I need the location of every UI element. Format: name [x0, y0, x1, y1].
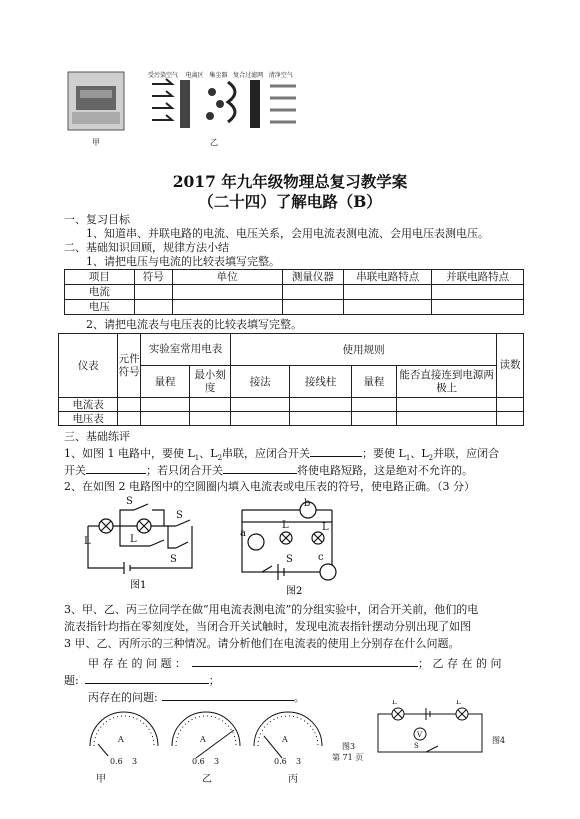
table-cell: 电压表	[59, 412, 118, 426]
table-header: 项目	[65, 270, 135, 285]
meter-caption-jia: 甲	[96, 774, 106, 785]
circuit-figure-1	[80, 496, 210, 592]
q1-text: 、L	[199, 447, 218, 460]
section-heading: 一、复习目标	[64, 213, 130, 226]
figure-caption-yi: 乙	[210, 138, 218, 147]
fig2-label-s: S	[286, 554, 293, 565]
fig1-label-s2: S	[170, 554, 177, 565]
section-heading: 二、基础知识回顾，规律方法小结	[64, 241, 229, 254]
fig1-label-l1: L	[84, 536, 91, 547]
table-cell: 电流	[65, 285, 135, 300]
table-header: 最小刻度	[190, 366, 231, 398]
meter-terminal: 0.6	[192, 757, 205, 766]
table-cell-blank[interactable]	[282, 300, 344, 315]
answer-blank[interactable]	[310, 446, 362, 457]
q3-label: 甲 存 在 的 问 题 ：	[88, 657, 186, 670]
fig1-label-s3: S	[176, 510, 183, 521]
table-cell-blank[interactable]	[172, 285, 282, 300]
table-cell-blank[interactable]	[344, 300, 432, 315]
q1-text: ；若只闭合开关	[146, 464, 223, 477]
question-3-line-1: 3、甲、乙、丙三位同学在做“用电流表测电流”的分组实验中，闭合开关前，他们的电	[64, 603, 479, 616]
table-row	[59, 398, 524, 412]
fig4-label-l2: L	[456, 700, 461, 706]
table-header: 接线柱	[290, 366, 351, 398]
fig2-label-l1: L	[282, 520, 289, 531]
table-header: 能否直接连到电源两极上	[396, 366, 496, 398]
fig2-label-l2: L	[322, 522, 329, 533]
table-header: 仪表	[59, 334, 118, 398]
table-cell-blank[interactable]	[140, 398, 189, 412]
filter-label: 受污染空气	[148, 72, 179, 79]
table-cell-blank[interactable]	[351, 398, 396, 412]
section-item: 1、请把电压与电流的比较表填写完整。	[86, 255, 280, 268]
filter-labels	[148, 70, 293, 79]
meter-unit: A	[282, 735, 288, 744]
filter-label: 集尘器	[209, 72, 228, 79]
circuit-figure-4	[374, 700, 494, 760]
meter-unit: A	[200, 735, 206, 744]
q1-text: ；要使 L	[362, 447, 406, 460]
question-3-answer-row-1	[88, 656, 501, 671]
figure-2-caption: 图2	[286, 586, 303, 597]
table-cell-blank[interactable]	[231, 412, 290, 426]
circuit-figure-2	[238, 498, 348, 598]
table-header: 符号	[134, 270, 172, 285]
meter-terminal: 0.6	[274, 757, 287, 766]
question-3-answer-row-2	[64, 673, 220, 688]
table-cell-blank[interactable]	[134, 285, 172, 300]
figure-4-caption: 图4	[492, 736, 506, 745]
table-cell-blank[interactable]	[231, 398, 290, 412]
table-header: 串联电路特点	[344, 270, 432, 285]
question-3-line-2: 流表指针均指在零刻度处，当闭合开关试触时，发现电流表指针摆动分别出现了如图	[64, 620, 471, 633]
q1-text: 并联，应闭合	[433, 447, 500, 460]
fig4-label-l1: L	[392, 700, 397, 706]
table-cell-blank[interactable]	[140, 412, 189, 426]
answer-blank[interactable]	[86, 463, 146, 474]
meter-caption-bing: 丙	[288, 774, 298, 785]
meter-caption-yi: 乙	[202, 774, 212, 785]
table-cell: 电压	[65, 300, 135, 315]
meter-terminal: 3	[132, 757, 138, 766]
filter-label: 清净空气	[268, 72, 293, 79]
fig1-label-s1: S	[126, 496, 133, 507]
q1-text: 将使电路短路，这是绝对不允许的。	[297, 464, 473, 477]
table-cell-blank[interactable]	[282, 285, 344, 300]
table-header: 元件符号	[118, 334, 141, 398]
filter-label: 电离区	[185, 72, 204, 79]
section-item: 2、请把电流表与电压表的比较表填写完整。	[86, 318, 302, 331]
page-number: 第 71 页	[332, 753, 364, 762]
answer-blank-yi[interactable]	[85, 673, 209, 684]
table-cell-blank[interactable]	[344, 285, 432, 300]
q1-text: 串联，应闭合开关	[222, 447, 311, 460]
q3-label: 题:	[64, 674, 79, 687]
table-cell-blank[interactable]	[432, 285, 524, 300]
fig4-label-v: V	[417, 731, 423, 739]
fig2-label-b: b	[304, 498, 311, 509]
table-header: 并联电路特点	[432, 270, 524, 285]
table-cell-blank[interactable]	[396, 398, 496, 412]
question-3-line-3: 3 甲、乙、丙所示的三种情况。请分析他们在电流表的使用上分别存在什么问题。	[64, 637, 460, 650]
filter-label: 复合过滤网	[233, 72, 264, 79]
table-cell-blank[interactable]	[190, 398, 231, 412]
ammeter-figure-3	[84, 706, 324, 786]
question-1-line-2	[64, 463, 473, 478]
q1-text: 、L	[410, 447, 429, 460]
table-header: 量程	[140, 366, 189, 398]
table-header: 单位	[172, 270, 282, 285]
section-heading: 三、基础练评	[64, 430, 130, 443]
table-row	[65, 285, 524, 300]
q1-text: 1、如图 1 电路中，要使 L	[64, 447, 195, 460]
comparison-table-2	[58, 333, 524, 426]
page-subtitle: （二十四）了解电路（B）	[198, 192, 382, 211]
table-cell-blank[interactable]	[432, 300, 524, 315]
table-cell-blank[interactable]	[190, 412, 231, 426]
figure-3-caption: 图3	[342, 742, 356, 751]
section-item: 1、知道串、并联电路的电流、电压关系，会用电流表测电流、会用电压表测电压。	[86, 227, 489, 240]
meter-terminal: 0.6	[110, 757, 123, 766]
question-2: 2、在如图 2 电路图中的空圆圈内填入电流表或电压表的符号，使电路正确。（3 分）	[64, 480, 475, 493]
table-header: 使用规则	[231, 334, 497, 366]
q3-label: 丙存在的问题:	[88, 691, 158, 704]
table-cell-blank[interactable]	[290, 398, 351, 412]
q3-label: ；	[208, 674, 220, 687]
question-3-answer-row-3	[88, 690, 305, 705]
table-cell-blank[interactable]	[118, 398, 141, 412]
comparison-table-1	[64, 269, 524, 315]
fig2-label-c: c	[318, 552, 324, 563]
figure-top	[60, 62, 340, 152]
table-cell-blank[interactable]	[172, 300, 282, 315]
question-1-line-1: 1、如图 1 电路中，要使 $L_1$、$L_2$串联，应闭合开关 ；要使 $L_1$、$L_2$并联，应闭合	[64, 447, 500, 463]
table-cell-blank[interactable]	[497, 398, 524, 412]
page-title: 2017 年九年级物理总复习教学案	[172, 172, 408, 191]
table-header: 量程	[351, 366, 396, 398]
table-header: 实验室常用电表	[140, 334, 230, 366]
table-cell: 电流表	[59, 398, 118, 412]
table-cell-blank[interactable]	[290, 412, 351, 426]
figure-1-caption: 图1	[130, 580, 147, 591]
q3-label: ； 乙 存 在 的 问	[417, 657, 502, 670]
table-cell-blank[interactable]	[497, 412, 524, 426]
figure-caption-jia: 甲	[92, 138, 100, 147]
table-row	[65, 300, 524, 315]
answer-blank-bing[interactable]	[162, 690, 294, 701]
q3-label: 。	[293, 691, 305, 704]
table-header: 接法	[231, 366, 290, 398]
table-header: 测量仪器	[282, 270, 344, 285]
table-row	[59, 412, 524, 426]
answer-blank[interactable]	[223, 463, 297, 474]
table-cell-blank[interactable]	[134, 300, 172, 315]
table-cell-blank[interactable]	[396, 412, 496, 426]
meter-terminal: 3	[296, 757, 302, 766]
table-cell-blank[interactable]	[351, 412, 396, 426]
answer-blank-jia[interactable]	[192, 656, 418, 667]
table-cell-blank[interactable]	[118, 412, 141, 426]
meter-unit: A	[118, 735, 124, 744]
fig2-label-a: a	[240, 528, 246, 539]
meter-terminal: 3	[214, 757, 220, 766]
fig1-label-l2: L	[130, 534, 137, 545]
fig4-label-s: S	[414, 742, 419, 750]
q1-text: 开关	[64, 464, 86, 477]
table-header: 读数	[497, 334, 524, 398]
